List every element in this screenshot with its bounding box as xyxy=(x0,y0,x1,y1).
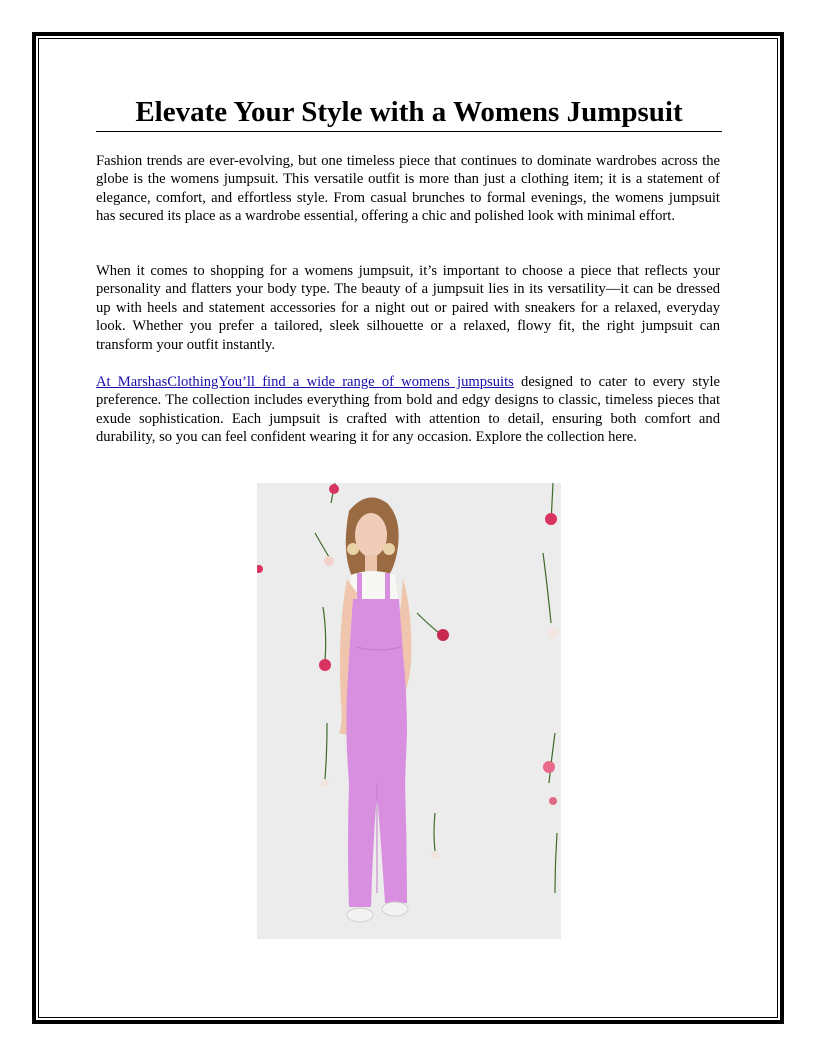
page-title: Elevate Your Style with a Womens Jumpsuit xyxy=(135,96,683,128)
paragraph-intro: Fashion trends are ever-evolving, but one timeless piece that continues to dominate wardrobes across the globe is the womens jumpsuit. This versatile outfit is more than just a clothing item; it is a statement of elegance, comfort, and effortless style. From casual brunches to formal evenings, the womens jumpsuit has secured its place as a wardrobe essential, offering a chic and polished look with minimal effort. xyxy=(96,153,720,225)
paragraph-collection xyxy=(96,373,720,447)
collection-link[interactable]: At MarshasClothingYou’ll find a wide range of womens jumpsuits xyxy=(96,374,514,390)
title-underline xyxy=(96,131,722,132)
photo-backdrop xyxy=(257,483,561,939)
product-photo xyxy=(257,483,561,939)
paragraph-shopping: When it comes to shopping for a womens jumpsuit, it’s important to choose a piece that reflects your personality and flatters your body type. The beauty of a jumpsuit lies in its versatility—it can be dressed up with heels and statement accessories for a night out or paired with sneakers for a relaxed, everyday look. Whether you prefer a tailored, sleek silhouette or a relaxed, flowy fit, the right jumpsuit can transform your outfit instantly. xyxy=(96,263,720,353)
paragraph-collection-text: designed to cater to every style preference. The collection includes everything from bold and edgy designs to classic, timeless pieces that exude sophistication. Each jumpsuit is crafted with attention to detail, ensuring both comfort and durability, so you can feel confident wearing it for any occasion. Explore the collection here. xyxy=(96,374,720,446)
